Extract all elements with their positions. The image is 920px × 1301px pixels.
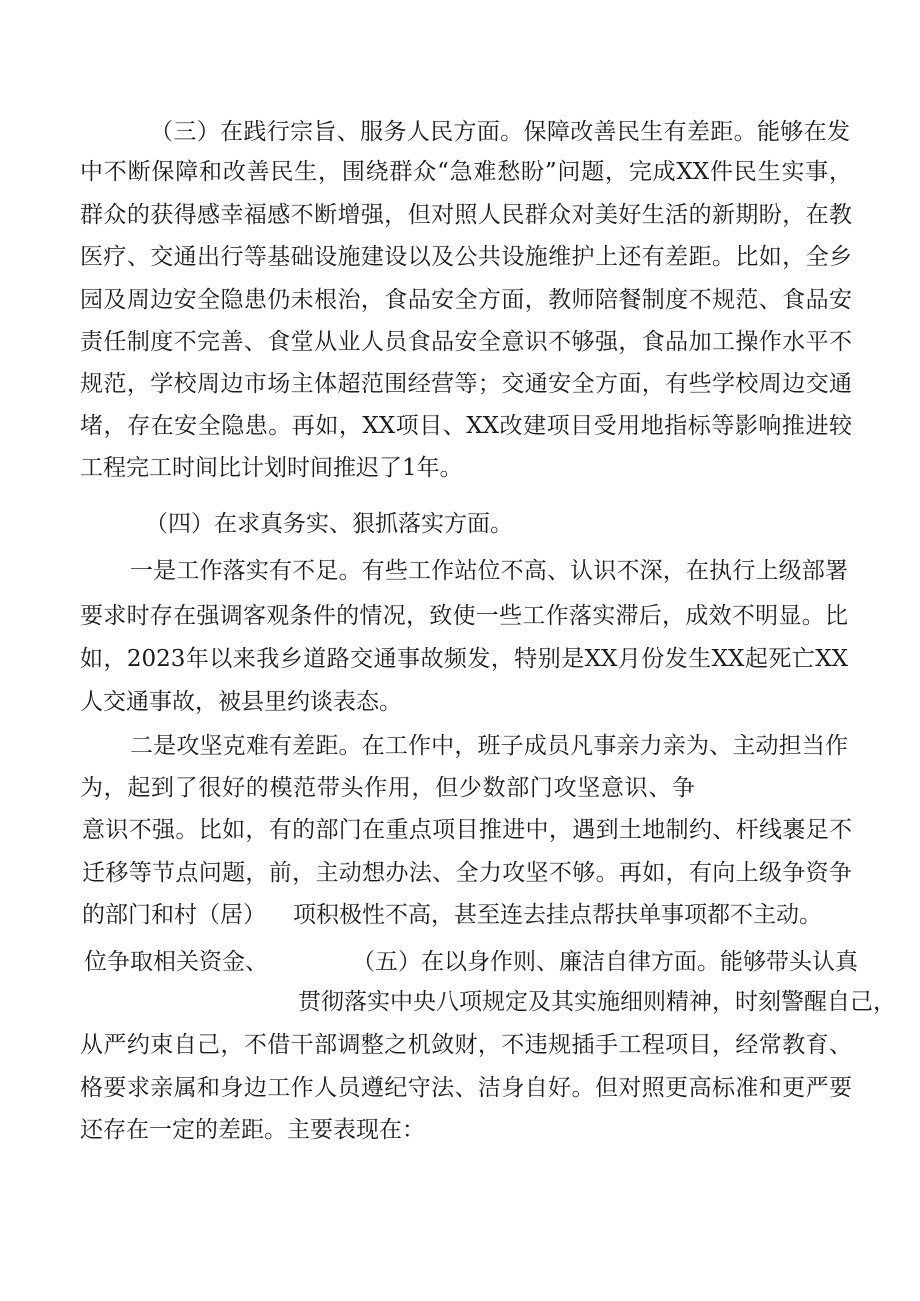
text-line: 责任制度不完善、食堂从业人员食品安全意识不够强，食品加工操作水平不 (80, 329, 852, 355)
text-line: 从严约束自己，不借干部调整之机敛财，不违规插手工程项目，经常教育、 (80, 1032, 852, 1058)
text-line: 如，2023年以来我乡道路交通事故频发，特别是XX月份发生XX起死亡XX (80, 646, 848, 672)
text-line: 项积极性不高，甚至连去挂点帮扶单事项都不主动。 (293, 902, 822, 928)
text-line: 园及周边安全隐患仍未根治，食品安全方面，教师陪餐制度不规范、食品安 (80, 287, 852, 313)
text-line: 堵，存在安全隐患。再如，XX项目、XX改建项目受用地指标等影响推进较 (80, 413, 852, 439)
text-line: 贯彻落实中央八项规定及其实施细则精神，时刻警醒自己， (298, 989, 896, 1015)
text-line: 医疗、交通出行等基础设施建设以及公共设施维护上还有差距。比如，全乡 (80, 244, 852, 270)
text-line: 位争取相关资金、 (84, 949, 268, 975)
text-line: 的部门和村（居） (82, 902, 266, 928)
text-line: 群众的获得感幸福感不断增强，但对照人民群众对美好生活的新期盼，在教 (80, 202, 852, 228)
section-heading: （五）在以身作则、廉洁自律方面。能够带头认真 (352, 949, 858, 975)
text-line: 规范，学校周边市场主体超范围经营等；交通安全方面，有些学校周边交通 (80, 371, 852, 397)
text-line: 工程完工时间比计划时间推迟了1年。 (80, 455, 463, 481)
text-line: 中不断保障和改善民生，围绕群众“急难愁盼”问题，完成XX件民生实事， (80, 159, 852, 185)
text-line: 人交通事故，被县里约谈表态。 (80, 689, 402, 715)
text-line: 迁移等节点问题，前，主动想办法、全力攻坚不够。再如，有向上级争资争 (82, 860, 852, 886)
section-heading: （四）在求真务实、狠抓落实方面。 (145, 511, 513, 537)
text-line: 一是工作落实有不足。有些工作站位不高、认识不深，在执行上级部署 (130, 558, 848, 584)
text-line: 二是攻坚克难有差距。在工作中，班子成员凡事亲力亲为、主动担当作 (130, 733, 848, 759)
text-line: 意识不强。比如，有的部门在重点项目推进中，遇到土地制约、杆线裹足不 (82, 817, 852, 843)
text-line: 格要求亲属和身边工作人员遵纪守法、洁身自好。但对照更高标准和更严要 (80, 1075, 852, 1101)
text-line: 还存在一定的差距。主要表现在： (80, 1117, 425, 1143)
text-line: 要求时存在强调客观条件的情况，致使一些工作落实滞后，成效不明显。比 (80, 603, 848, 629)
text-line: （三）在践行宗旨、服务人民方面。保障改善民生有差距。能够在发 (150, 119, 850, 145)
text-line: 为，起到了很好的模范带头作用，但少数部门攻坚意识、争 (80, 775, 695, 801)
